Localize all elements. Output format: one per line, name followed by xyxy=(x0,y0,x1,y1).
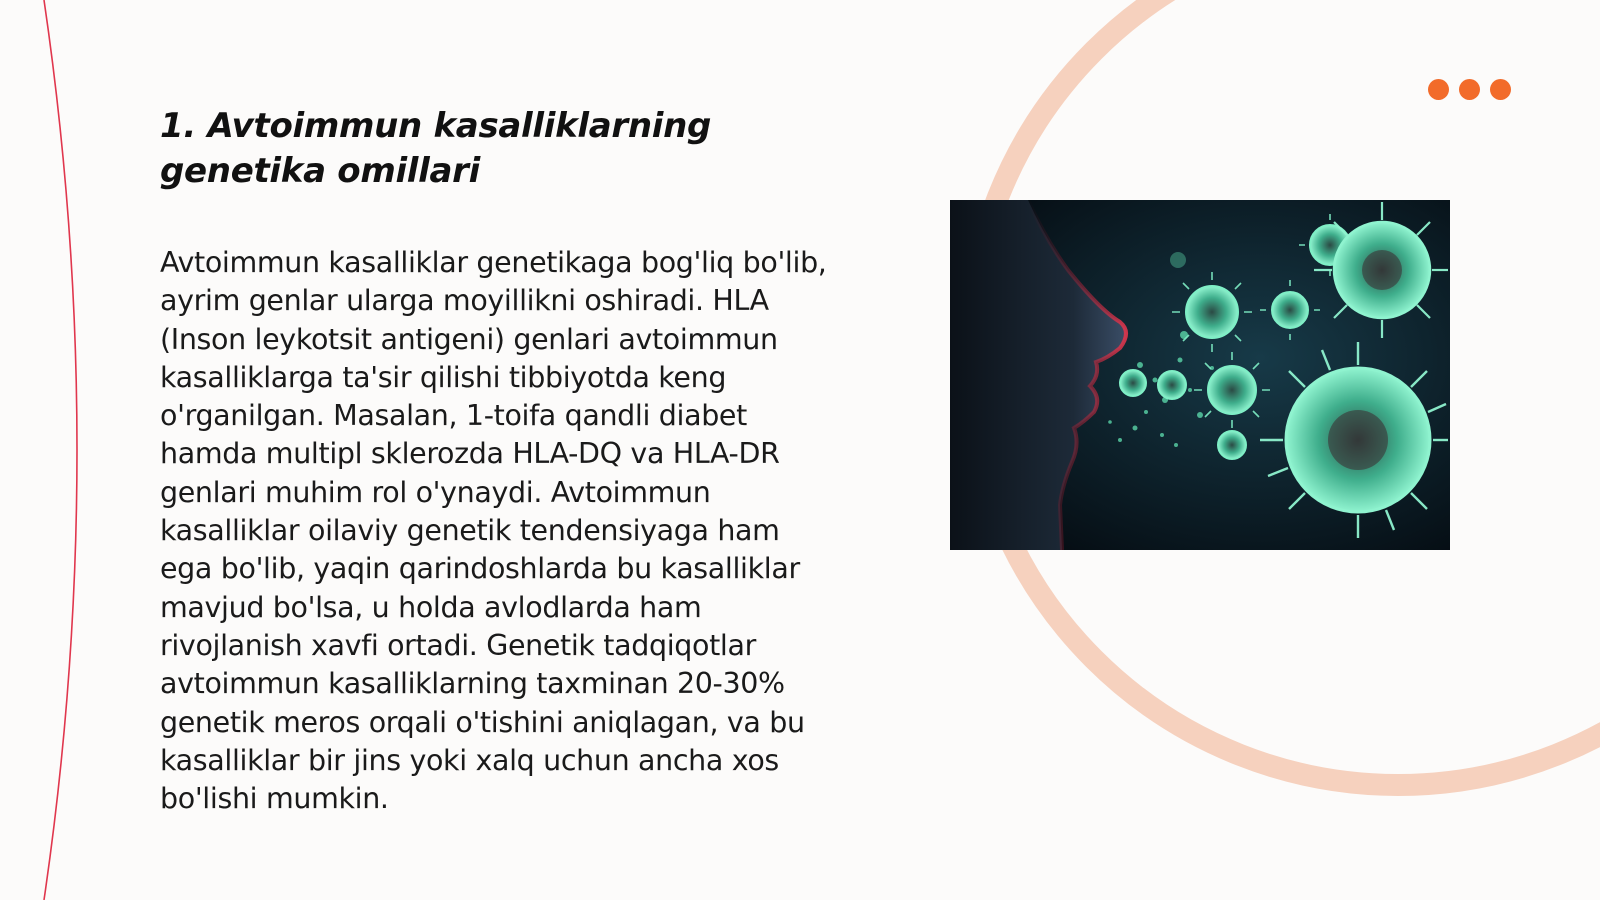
virus-illustration xyxy=(950,200,1450,550)
dot-icon xyxy=(1459,79,1480,100)
menu-dots xyxy=(1428,79,1511,100)
slide-title xyxy=(160,104,780,194)
virus-illustration-graphic xyxy=(950,200,1450,550)
left-accent-line xyxy=(44,0,77,900)
slide-body-text: Avtoimmun kasalliklar genetikaga bog'liq bo'lib, ayrim genlar ularga moyillikni oshiradi. HLA (Inson leykotsit antigeni) genlari avtoimmun kasalliklarga ta'sir qilishi tibbiyotda keng o'rganilgan. Masalan, 1-toifa qandli diabet hamda multipl sklerozda HLA-DQ va HLA-DR genlari muhim rol o'ynaydi. Avtoimmun kasalliklar oilaviy genetik tendensiyaga ham ega bo'lib, yaqin qarindoshlarda bu kasalliklar mavjud bo'lsa, u holda avlodlarda ham rivojlanish xavfi ortadi. Genetik tadqiqotlar avtoimmun kasalliklarning taxminan 20-30% genetik meros orqali o'tishini aniqlagan, va bu kasalliklar bir jins yoki xalq uchun ancha xos bo'lishi mumkin. xyxy=(160,246,827,816)
title-line-2: genetika omillari xyxy=(160,151,480,191)
title-line-1: 1. Avtoimmun kasalliklarning xyxy=(160,106,712,146)
dot-icon xyxy=(1490,79,1511,100)
dot-icon xyxy=(1428,79,1449,100)
